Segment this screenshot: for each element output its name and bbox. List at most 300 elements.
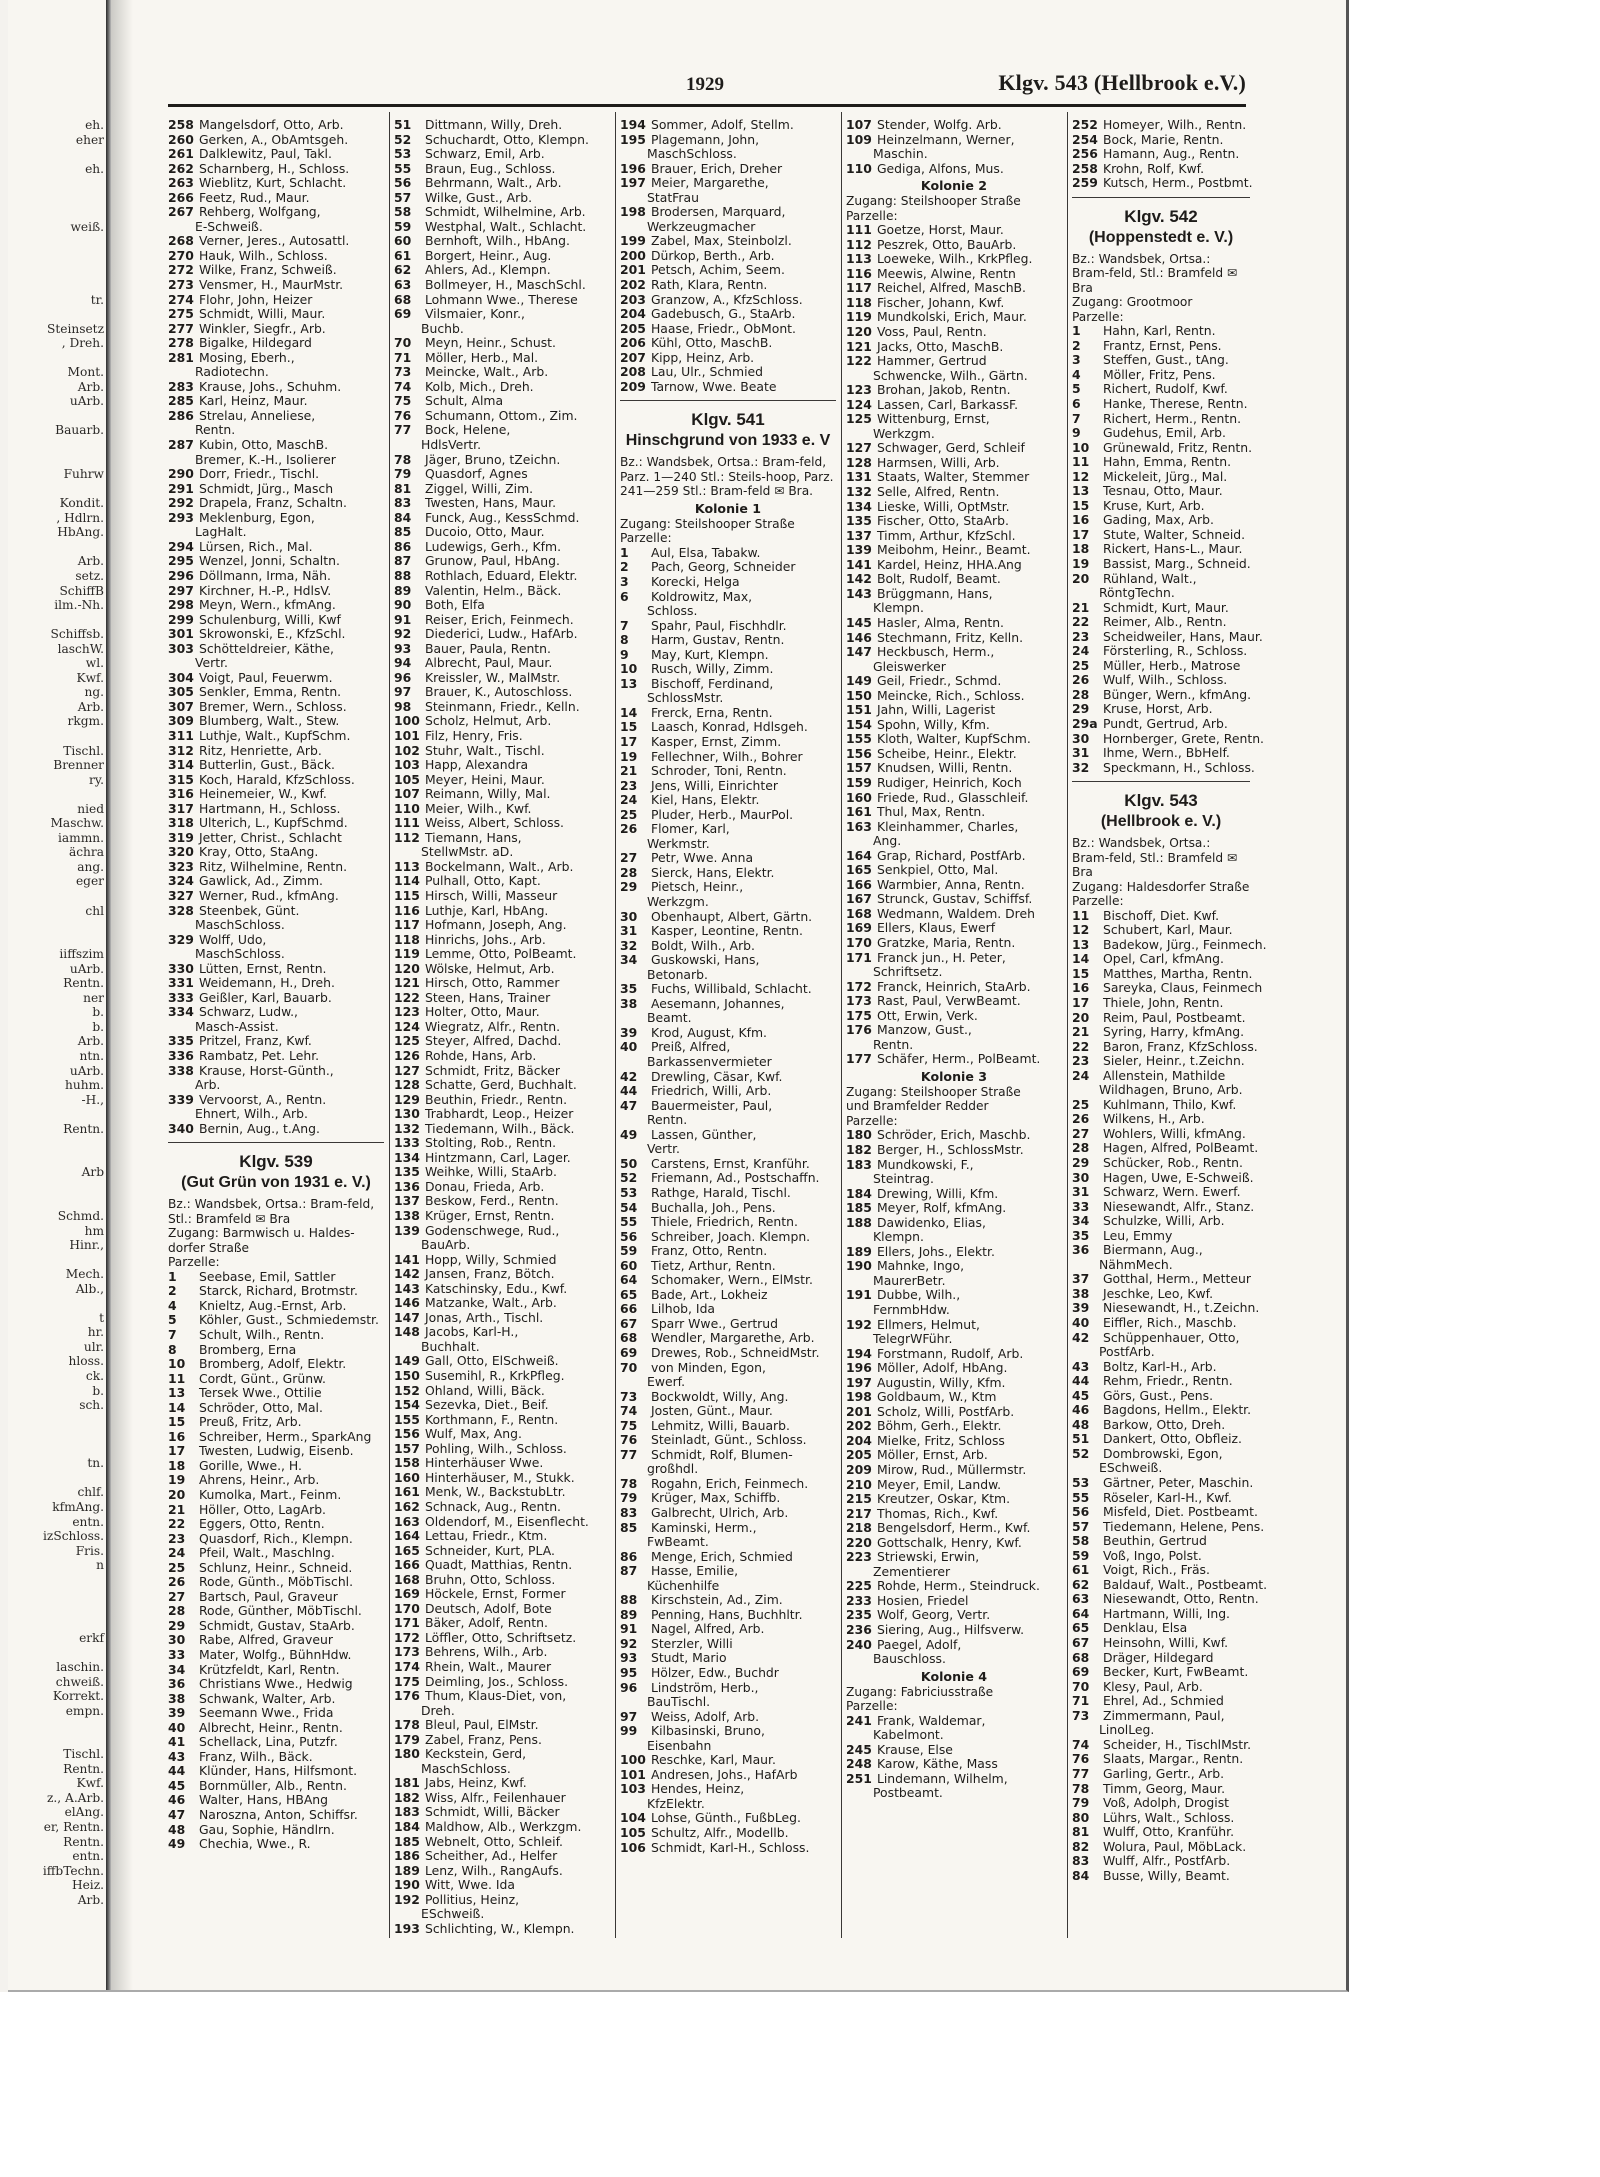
entry-text: Kreissler, W., MalMstr. xyxy=(424,669,561,685)
parcel-number: 206 xyxy=(620,335,646,351)
entry-text: Gau, Sophie, Händlrn. xyxy=(198,1821,335,1837)
page-fragment: ilm.-Nh. xyxy=(54,598,104,613)
entry-text: Wölske, Helmut, Arb. xyxy=(424,960,555,976)
section-rule xyxy=(1072,197,1250,198)
list-item xyxy=(168,642,384,657)
parcel-number: 143 xyxy=(846,585,872,601)
entry-text: Schnack, Aug., Rentn. xyxy=(424,1498,561,1514)
list-item xyxy=(168,700,384,715)
list-item xyxy=(620,953,836,968)
parcel-number: 266 xyxy=(168,189,194,205)
page-fragment: ang. xyxy=(77,859,104,874)
parcel-number: 65 xyxy=(1072,1620,1090,1636)
entry-text: Sparr Wwe., Gertrud xyxy=(650,1315,778,1331)
list-item xyxy=(168,438,384,453)
list-item xyxy=(846,747,1062,762)
entry-text: Meier, Margarethe, xyxy=(650,175,769,191)
list-item xyxy=(846,616,1062,631)
parcel-number: 67 xyxy=(1072,1635,1090,1651)
list-item xyxy=(1072,644,1250,659)
entry-text: Dombrowski, Egon, xyxy=(1102,1445,1223,1461)
entry-text: Ziggel, Willi, Zim. xyxy=(424,480,534,496)
list-item xyxy=(1072,1782,1250,1797)
list-item xyxy=(846,470,1062,485)
entry-text: Mundkowski, F., xyxy=(876,1156,974,1172)
page-fragment: iammn. xyxy=(57,830,104,845)
parcel-number: 112 xyxy=(846,236,872,252)
entry-text: HdlsVertr. xyxy=(421,437,482,453)
entry-text: Bock, Marie, Rentn. xyxy=(1102,131,1224,147)
page-fragment: Arb. xyxy=(77,379,104,394)
parcel-number: 79 xyxy=(1072,1795,1090,1811)
parcel-number: 149 xyxy=(846,673,872,689)
entry-text: Hasler, Alma, Rentn. xyxy=(876,614,1004,630)
entry-text: Hölzer, Edw., Buchdr xyxy=(650,1665,779,1680)
entry-text: Meyn, Heinr., Schust. xyxy=(424,335,556,351)
parcel-number: 132 xyxy=(394,1120,420,1136)
list-item xyxy=(394,1907,610,1922)
parcel-number: 82 xyxy=(1072,1838,1090,1854)
page-fragment: Mont. xyxy=(67,365,104,380)
parcel-number: 150 xyxy=(394,1368,420,1384)
entry-text: MaschSchloss. xyxy=(421,1760,511,1776)
parcel-number: 107 xyxy=(846,117,872,132)
list-item xyxy=(620,1026,836,1041)
page-fragment: Brenner xyxy=(53,758,104,773)
entry-text: BauTischl. xyxy=(647,1694,711,1710)
entry-text: Garling, Gertr., Arb. xyxy=(1102,1765,1225,1781)
list-item xyxy=(846,805,1062,820)
list-item xyxy=(846,1652,1062,1667)
entry-text: Slaats, Margar., Rentn. xyxy=(1102,1751,1244,1767)
parcel-number: 20 xyxy=(1072,570,1090,586)
entry-text: Drewing, Willi, Kfm. xyxy=(876,1185,999,1201)
list-item xyxy=(1072,1198,1255,1215)
list-item xyxy=(394,1602,610,1617)
list-item xyxy=(620,351,836,366)
entry-text: Radiotechn. xyxy=(195,364,269,380)
parcel-number: 6 xyxy=(620,588,629,604)
entry-text: Krod, August, Kfm. xyxy=(650,1024,767,1040)
parcel-number: 39 xyxy=(1072,1300,1090,1316)
parcel-number: 23 xyxy=(168,1530,186,1546)
entry-text: Kuhlmann, Thilo, Kwf. xyxy=(1102,1096,1237,1112)
list-item xyxy=(846,1172,1062,1187)
parcel-number: 245 xyxy=(846,1741,872,1757)
entry-text: Schriftsetz. xyxy=(873,964,943,980)
list-item xyxy=(620,1724,836,1739)
parcel-number: 183 xyxy=(846,1156,872,1172)
list-item xyxy=(1072,1389,1250,1404)
entry-text: Staats, Walter, Stemmer xyxy=(876,469,1030,485)
list-item xyxy=(394,147,610,162)
list-item xyxy=(394,1558,610,1573)
list-item xyxy=(846,1608,1062,1623)
list-item xyxy=(168,962,384,977)
entry-text: Schröder, Erich, Maschb. xyxy=(876,1127,1031,1143)
list-item xyxy=(394,1005,610,1020)
list-item xyxy=(1072,1869,1250,1884)
parcel-number: 305 xyxy=(168,684,194,700)
entry-text: Spahr, Paul, Fischhdlr. xyxy=(650,617,787,633)
parcel-number: 64 xyxy=(620,1272,638,1288)
entry-text: Chechia, Wwe., R. xyxy=(198,1836,311,1852)
entry-text: Franz, Wilh., Bäck. xyxy=(198,1748,313,1764)
list-item xyxy=(394,642,610,657)
list-item xyxy=(620,1651,836,1666)
parcel-number: 195 xyxy=(620,131,646,147)
entry-text: NähmMech. xyxy=(1099,1256,1173,1272)
entry-text: Twesten, Ludwig, Eisenb. xyxy=(198,1443,354,1459)
list-item xyxy=(394,409,610,424)
list-item xyxy=(1072,1229,1250,1244)
parcel-number: 53 xyxy=(394,146,412,162)
list-item xyxy=(1072,1491,1250,1506)
list-item xyxy=(394,351,610,366)
parcel-number: 301 xyxy=(168,626,194,642)
entry-text: Kloth, Walter, KupfSchm. xyxy=(876,731,1031,747)
parcel-number: 147 xyxy=(394,1309,420,1325)
parcel-number: 202 xyxy=(846,1418,872,1434)
entry-text: Weihke, Willi, StaArb. xyxy=(424,1164,557,1180)
list-item xyxy=(846,1521,1062,1536)
parcel-number: 217 xyxy=(846,1505,872,1521)
column-1 xyxy=(168,118,384,1938)
entry-text: Hirsch, Otto, Rammer xyxy=(424,975,560,991)
parcel-number: 137 xyxy=(846,527,872,543)
parcel-number: 138 xyxy=(394,1208,420,1224)
column-divider xyxy=(1067,112,1068,1938)
entry-text: Menk, W., BackstubLtr. xyxy=(424,1484,566,1500)
list-item xyxy=(846,1230,1062,1245)
association-info: Parzelle: xyxy=(1072,309,1124,324)
parcel-number: 8 xyxy=(168,1341,177,1357)
page-fragment xyxy=(8,234,104,249)
list-item xyxy=(1072,1156,1250,1171)
parcel-number: 175 xyxy=(394,1673,420,1689)
list-item xyxy=(1072,1345,1250,1360)
list-item xyxy=(394,234,610,249)
entry-text: Karl, Heinz, Maur. xyxy=(198,393,308,409)
list-item xyxy=(620,1797,836,1812)
page-fragment xyxy=(8,249,104,264)
list-item xyxy=(846,674,1062,689)
parcel-number: 2 xyxy=(168,1283,177,1299)
parcel-number: 158 xyxy=(394,1455,420,1471)
entry-text: Dräger, Hildegard xyxy=(1102,1649,1214,1665)
list-item xyxy=(168,729,384,744)
list-item xyxy=(846,631,1062,646)
parcel-number: 334 xyxy=(168,1004,194,1020)
entry-text: Brodersen, Marquard, xyxy=(650,204,786,220)
parcel-number: 58 xyxy=(394,204,412,220)
entry-text: Borgert, Heinr., Aug. xyxy=(424,247,552,263)
entry-text: Hornberger, Grete, Rentn. xyxy=(1102,730,1264,746)
entry-text: Reschke, Karl, Maur. xyxy=(650,1752,776,1768)
list-item xyxy=(846,994,1062,1009)
list-item xyxy=(846,936,1062,951)
parcel-number: 210 xyxy=(846,1476,872,1492)
entry-text: Maldhow, Alb., Werkzgm. xyxy=(424,1818,582,1834)
list-item xyxy=(846,500,1062,515)
list-item xyxy=(168,1488,384,1503)
entry-text: Dawidenko, Elias, xyxy=(876,1214,986,1230)
entry-text: Harmsen, Willi, Arb. xyxy=(876,454,1000,470)
entry-text: Laasch, Konrad, Hdlsgeh. xyxy=(650,719,808,735)
list-item xyxy=(168,467,384,482)
parcel-number: 135 xyxy=(846,513,872,529)
entry-text: Kubin, Otto, MaschB. xyxy=(198,437,329,453)
entry-text: Wenzel, Jonni, Schaltn. xyxy=(198,553,340,569)
entry-text: Krüger, Max, Schiffb. xyxy=(650,1490,781,1506)
list-item xyxy=(168,1721,384,1736)
entry-text: Jens, Willi, Einrichter xyxy=(650,777,778,793)
list-item xyxy=(620,1302,836,1317)
entry-text: Jeschke, Leo, Kwf. xyxy=(1102,1285,1214,1301)
list-item xyxy=(394,1180,610,1195)
parcel-number: 252 xyxy=(1072,117,1098,132)
page-fragment: Schiffsb. xyxy=(50,627,104,642)
parcel-number: 286 xyxy=(168,407,194,423)
page-fragment: Tischl. xyxy=(63,743,104,758)
entry-text: Senkpiel, Otto, Mal. xyxy=(876,862,999,878)
kolonie-heading: Kolonie 1 xyxy=(694,500,762,516)
parcel-number: 112 xyxy=(394,829,420,845)
parcel-number: 290 xyxy=(168,466,194,482)
parcel-number: 186 xyxy=(394,1848,420,1864)
list-item xyxy=(620,1666,836,1681)
parcel-number: 5 xyxy=(168,1312,177,1328)
parcel-number: 293 xyxy=(168,509,194,525)
association-title: Klgv. 543 xyxy=(1124,791,1198,811)
list-item xyxy=(168,802,384,817)
entry-text: Schötteldreier, Käthe, xyxy=(198,640,334,656)
entry-text: Hahn, Karl, Rentn. xyxy=(1102,323,1216,339)
parcel-number: 77 xyxy=(1072,1765,1090,1781)
parcel-number: 159 xyxy=(846,774,872,790)
entry-text: ESchweiß. xyxy=(1099,1460,1163,1476)
page-fragment xyxy=(8,307,104,322)
parcel-number: 103 xyxy=(620,1781,646,1797)
entry-text: Werkzeugmacher xyxy=(647,218,756,234)
list-item xyxy=(846,951,1062,966)
list-item xyxy=(168,744,384,759)
parcel-number: 160 xyxy=(394,1469,420,1485)
parcel-number: 15 xyxy=(620,719,638,735)
page-fragment: setz. xyxy=(75,568,104,583)
page-fragment xyxy=(8,1180,104,1195)
entry-text: Ulterich, L., KupfSchmd. xyxy=(198,815,348,831)
parcel-number: 260 xyxy=(168,131,194,147)
entry-text: ESchweiß. xyxy=(421,1906,485,1922)
parcel-number: 25 xyxy=(1072,657,1090,673)
parcel-number: 19 xyxy=(168,1472,186,1488)
entry-text: Pulhall, Otto, Kapt. xyxy=(424,873,541,889)
page-fragment: ächra xyxy=(68,845,104,860)
page-fragment xyxy=(8,453,104,468)
parcel-number: 30 xyxy=(620,908,638,924)
list-item xyxy=(168,1648,384,1663)
parcel-number: 111 xyxy=(846,222,872,238)
list-item xyxy=(846,718,1062,733)
parcel-number: 34 xyxy=(1072,1213,1090,1229)
entry-text: Meyer, Heini, Maur. xyxy=(424,771,545,787)
parcel-number: 146 xyxy=(846,629,872,645)
entry-text: Lohse, Günth., FußbLeg. xyxy=(650,1810,801,1826)
entry-text: Opel, Carl, kfmAng. xyxy=(1102,951,1224,967)
entry-text: Franck jun., H. Peter, xyxy=(876,949,1006,965)
list-item xyxy=(168,1793,384,1808)
entry-text: Leu, Emmy xyxy=(1102,1227,1173,1243)
list-item xyxy=(394,598,610,613)
page-fragment xyxy=(8,1253,104,1268)
parcel-number: 182 xyxy=(846,1141,872,1157)
entry-text: Sterzler, Willi xyxy=(650,1635,733,1651)
list-item xyxy=(620,575,836,590)
list-item xyxy=(168,685,384,700)
parcel-number: 62 xyxy=(394,262,412,278)
list-item xyxy=(620,895,836,910)
entry-text: Steintrag. xyxy=(873,1171,934,1187)
list-item xyxy=(168,1386,384,1401)
parcel-number: 30 xyxy=(1072,730,1090,746)
parcel-number: 292 xyxy=(168,495,194,511)
parcel-number: 87 xyxy=(620,1563,638,1579)
entry-text: Gediga, Alfons, Mus. xyxy=(876,160,1004,176)
list-item xyxy=(620,1040,836,1055)
entry-text: Dittmann, Willy, Dreh. xyxy=(424,117,563,132)
entry-text: Beuthin, Gertrud xyxy=(1102,1533,1207,1549)
list-item xyxy=(620,1710,836,1725)
entry-text: Wildhagen, Bruno, Arb. xyxy=(1099,1082,1243,1098)
parcel-number: 4 xyxy=(1072,366,1081,382)
page-fragment: Kwf. xyxy=(76,670,104,685)
page-fragment xyxy=(8,933,104,948)
list-item xyxy=(620,1201,836,1216)
entry-text: Sezevka, Diet., Beif. xyxy=(424,1397,549,1413)
parcel-number: 74 xyxy=(1072,1736,1090,1752)
list-item xyxy=(394,1354,610,1369)
list-item xyxy=(168,671,384,686)
parcel-number: 115 xyxy=(394,887,420,903)
entry-text: Wolff, Udo, xyxy=(198,931,267,947)
list-item xyxy=(1072,1738,1250,1753)
list-item xyxy=(846,878,1062,893)
page-fragment xyxy=(8,729,104,744)
entry-text: Görs, Gust., Pens. xyxy=(1102,1387,1214,1403)
list-item xyxy=(846,1507,1062,1522)
entry-text: Timm, Arthur, KfzSchl. xyxy=(876,527,1016,543)
page-fragment: sch. xyxy=(79,1398,104,1413)
entry-text: Korecki, Helga xyxy=(650,573,740,589)
list-item xyxy=(168,1561,384,1576)
parcel-number: 77 xyxy=(620,1446,638,1462)
entry-text: Schulzke, Willi, Arb. xyxy=(1102,1213,1225,1229)
entry-text: Lemme, Otto, PolBeamt. xyxy=(424,946,577,962)
list-item xyxy=(168,1590,384,1605)
entry-text: Lau, Ulr., Schmied xyxy=(650,364,763,380)
list-item xyxy=(1072,615,1250,630)
entry-text: Bassist, Marg., Schneid. xyxy=(1102,555,1251,571)
entry-text: Preiß, Alfred, xyxy=(650,1039,731,1055)
list-item xyxy=(846,267,1062,282)
list-item xyxy=(394,627,610,642)
entry-text: Bade, Art., Lokheiz xyxy=(650,1286,768,1302)
list-item xyxy=(168,1459,384,1474)
association-subtitle: (Hellbrook e. V.) xyxy=(1100,813,1222,831)
list-item xyxy=(394,962,610,977)
list-item xyxy=(168,205,384,220)
list-item xyxy=(168,1735,384,1750)
page-header xyxy=(168,70,1246,102)
list-item xyxy=(1072,1694,1250,1709)
entry-text: Barkassenvermieter xyxy=(647,1054,772,1070)
parcel-number: 124 xyxy=(846,396,872,412)
entry-text: Schmidt, Rolf, Blumen- xyxy=(650,1446,793,1462)
entry-text: Tietz, Arthur, Rentn. xyxy=(650,1257,776,1273)
parcel-number: 22 xyxy=(168,1516,186,1532)
entry-text: Rabe, Alfred, Graveur xyxy=(198,1632,333,1648)
parcel-number: 241 xyxy=(846,1712,872,1728)
parcel-number: 303 xyxy=(168,640,194,656)
parcel-number: 312 xyxy=(168,742,194,758)
parcel-number: 87 xyxy=(394,553,412,569)
parcel-number: 66 xyxy=(620,1301,638,1317)
list-item xyxy=(846,1786,1062,1801)
parcel-number: 6 xyxy=(1072,395,1081,411)
list-item xyxy=(1072,542,1250,557)
parcel-number: 225 xyxy=(846,1578,872,1594)
entry-text: Schult, Wilh., Rentn. xyxy=(198,1326,325,1342)
entry-text: Petsch, Achim, Seem. xyxy=(650,262,785,278)
parcel-number: 203 xyxy=(620,291,646,307)
parcel-number: 162 xyxy=(394,1498,420,1514)
list-item xyxy=(1072,1840,1250,1855)
list-item xyxy=(394,1253,610,1268)
parcel-number: 318 xyxy=(168,815,194,831)
entry-text: Mielke, Fritz, Schloss xyxy=(876,1432,1005,1448)
list-item xyxy=(394,1238,610,1253)
list-item xyxy=(846,1478,1062,1493)
association-info: Zugang: Steilshooper Straße xyxy=(846,194,1021,209)
entry-text: Spohn, Willy, Kfm. xyxy=(876,716,990,732)
parcel-number: 127 xyxy=(394,1062,420,1078)
page-fragment: eh. xyxy=(85,118,104,132)
entry-text: Beskow, Ferd., Rentn. xyxy=(424,1193,559,1209)
parcel-number: 147 xyxy=(846,644,872,660)
list-item xyxy=(1072,923,1250,938)
list-item xyxy=(168,220,384,235)
list-item xyxy=(394,991,610,1006)
parcel-number: 83 xyxy=(620,1504,638,1520)
list-item xyxy=(620,1288,836,1303)
entry-text: Striewski, Erwin, xyxy=(876,1549,980,1565)
list-item xyxy=(846,456,1062,471)
page-fragment xyxy=(8,1573,104,1588)
parcel-number: 86 xyxy=(394,538,412,554)
list-item xyxy=(394,1340,610,1355)
page-fragment xyxy=(8,613,104,628)
entry-text: Bock, Helene, xyxy=(424,422,511,438)
list-item xyxy=(846,1318,1062,1333)
list-item xyxy=(168,1619,384,1634)
list-item xyxy=(1072,1796,1250,1811)
parcel-number: 1 xyxy=(168,1268,177,1284)
entry-text: Schwager, Gerd, Schleif xyxy=(876,440,1025,456)
entry-text: Schlichting, W., Klempn. xyxy=(424,1920,575,1936)
list-item xyxy=(620,147,836,162)
parcel-number: 258 xyxy=(168,117,194,132)
